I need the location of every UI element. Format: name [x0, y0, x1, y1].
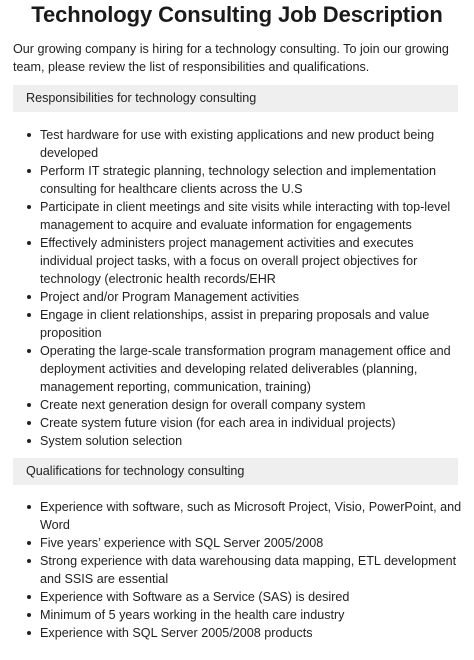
page-title: Technology Consulting Job Description [31, 2, 443, 27]
list-item: Project and/or Program Management activities [40, 288, 465, 306]
list-item: Participate in client meetings and site visits while interacting with top-level management to acquire and evaluate information for engagements [40, 198, 465, 234]
list-item: Engage in client relationships, assist in preparing proposals and value proposition [40, 306, 465, 342]
list-item: Experience with software, such as Microsoft Project, Visio, PowerPoint, and Word [40, 498, 465, 534]
list-item: Minimum of 5 years working in the health care industry [40, 606, 465, 624]
intro-paragraph: Our growing company is hiring for a technology consulting. To join our growing team, please review the list of responsibilities and qualifications. [13, 42, 449, 74]
list-item: Perform IT strategic planning, technology selection and implementation consulting for healthcare clients across the U.S [40, 162, 465, 198]
list-item: Create next generation design for overall company system [40, 396, 465, 414]
list-item: Test hardware for use with existing applications and new product being developed [40, 126, 465, 162]
list-item: Experience with Software as a Service (SAS) is desired [40, 588, 465, 606]
list-item: Effectively administers project management activities and executes individual project tasks, with a focus on overall project objectives for technology (electronic health records/EHR [40, 234, 465, 288]
list-item: Operating the large-scale transformation program management office and deployment activities and developing related deliverables (planning, management reporting, communication, training) [40, 342, 465, 396]
qualifications-heading: Qualifications for technology consulting [13, 458, 458, 485]
qualifications-list [13, 498, 465, 642]
responsibilities-heading: Responsibilities for technology consulting [13, 85, 458, 112]
responsibilities-list [13, 126, 465, 450]
list-item: Strong experience with data warehousing data mapping, ETL development and SSIS are essential [40, 552, 465, 588]
list-item: Experience with SQL Server 2005/2008 products [40, 624, 465, 642]
list-item: Five years’ experience with SQL Server 2005/2008 [40, 534, 465, 552]
list-item: Create system future vision (for each area in individual projects) [40, 414, 465, 432]
list-item: System solution selection [40, 432, 465, 450]
